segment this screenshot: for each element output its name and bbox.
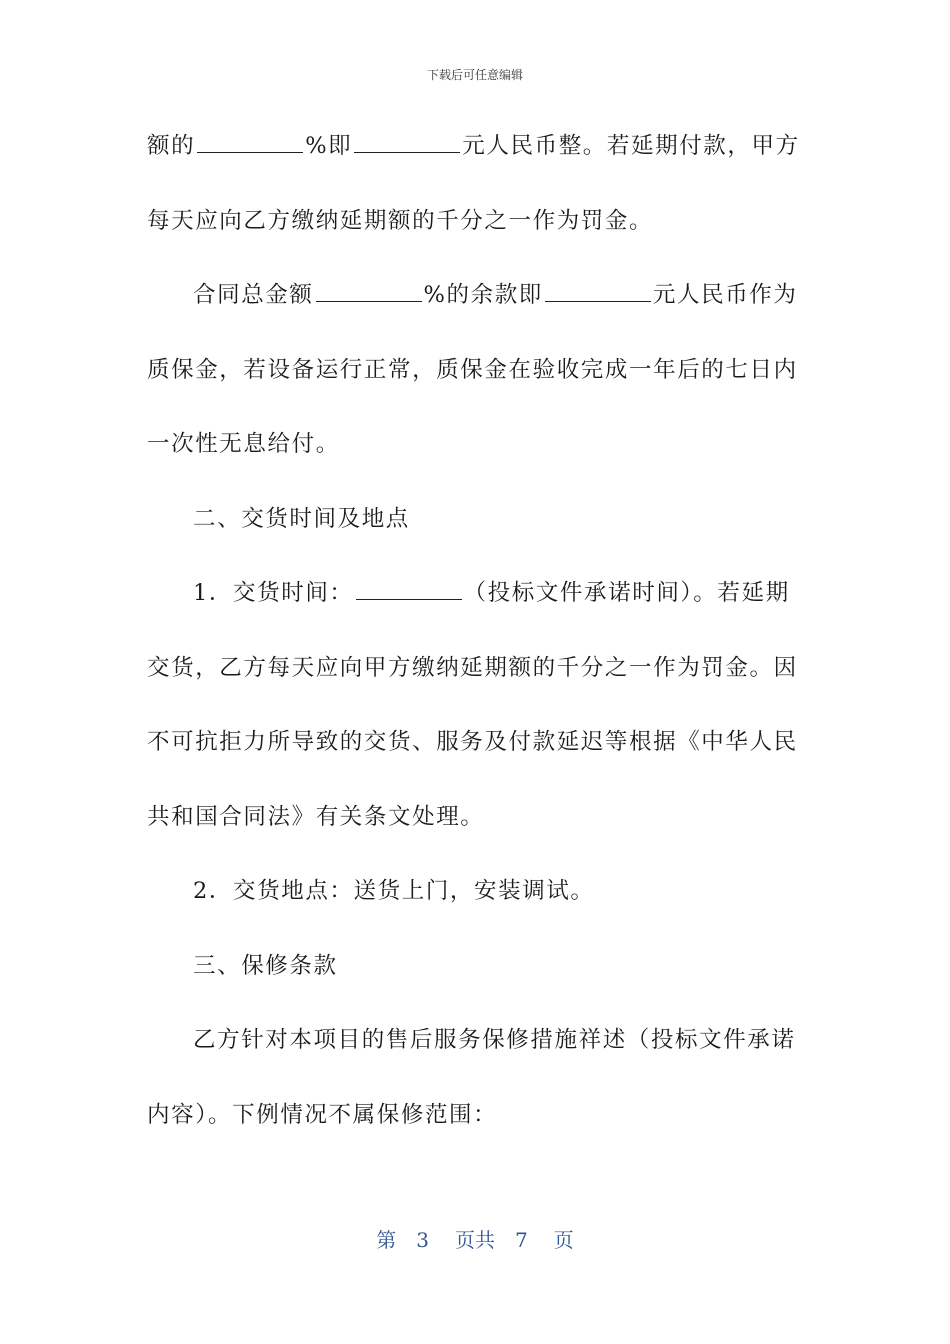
paragraph-line: 每天应向乙方缴纳延期额的千分之一作为罚金。 xyxy=(147,207,654,234)
blank-field xyxy=(316,275,422,302)
footer-prefix: 第 xyxy=(376,1228,397,1252)
text-span: （投标文件承诺时间）。若延期 xyxy=(463,580,790,606)
paragraph-line: 2．交货地点：送货上门，安装调试。 xyxy=(193,878,595,904)
footer-middle: 页共 xyxy=(455,1228,495,1252)
text-span: 1．交货时间： xyxy=(193,580,354,606)
paragraph-line: 交货，乙方每天应向甲方缴纳延期额的千分之一作为罚金。因 xyxy=(147,654,798,681)
paragraph-line xyxy=(147,571,792,646)
text-span: 额的 xyxy=(147,133,196,159)
current-page-number: 3 xyxy=(416,1228,429,1252)
paragraph-line: 质保金，若设备运行正常，质保金在验收完成一年后的七日内 xyxy=(147,356,798,383)
paragraph-line: 不可抗拒力所导致的交货、服务及付款延迟等根据《中华人民 xyxy=(147,729,798,755)
text-span: 元人民币作为 xyxy=(652,282,798,308)
blank-field xyxy=(356,573,462,600)
paragraph-line: 一次性无息给付。 xyxy=(147,431,340,457)
total-pages-number: 7 xyxy=(515,1228,528,1252)
page-footer xyxy=(0,1224,950,1253)
blank-field xyxy=(197,126,303,153)
blank-field xyxy=(354,126,460,153)
page-header: 下载后可任意编辑 xyxy=(426,68,523,82)
paragraph-line: 内容）。下例情况不属保修范围： xyxy=(147,1101,498,1128)
paragraph-line: 乙方针对本项目的售后服务保修措施祥述（投标文件承诺 xyxy=(193,1027,796,1053)
text-span: 元人民币整。若延期付款，甲方 xyxy=(462,133,800,159)
document-body xyxy=(147,124,800,1167)
paragraph-line xyxy=(147,124,800,199)
text-span: 合同总金额 xyxy=(193,282,314,308)
paragraph-line: 共和国合同法》有关条文处理。 xyxy=(147,803,485,830)
text-span: %的余款即 xyxy=(423,282,543,308)
paragraph-line xyxy=(147,273,798,348)
footer-suffix: 页 xyxy=(553,1228,574,1252)
blank-field xyxy=(545,275,651,302)
text-span: %即 xyxy=(305,133,353,159)
section-heading: 三、保修条款 xyxy=(193,952,338,979)
section-heading: 二、交货时间及地点 xyxy=(193,505,410,532)
